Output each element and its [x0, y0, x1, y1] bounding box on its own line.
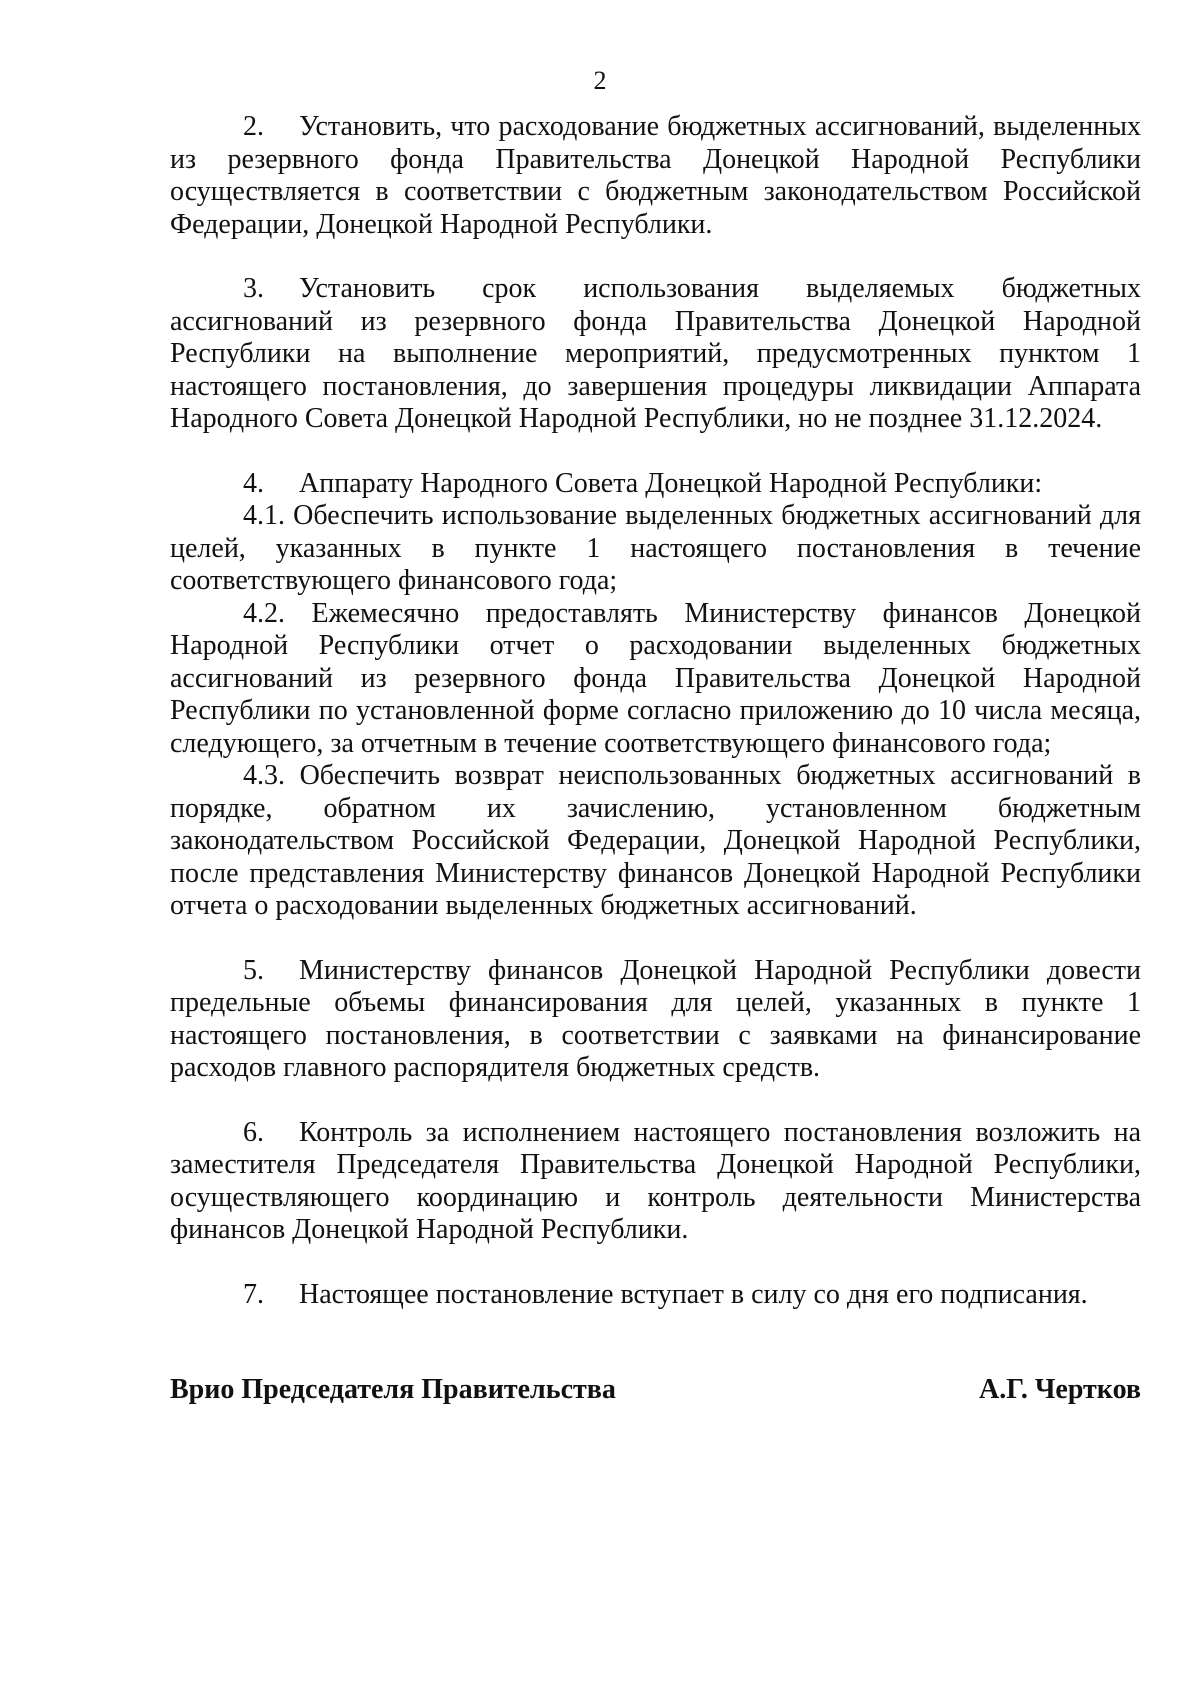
paragraph-number: 6. — [243, 1116, 264, 1148]
subparagraph-4-2: 4.2. Ежемесячно предоставлять Министерству финансов Донецкой Народной Республики отчет о расходовании выделенных бюджетных ассигнований из резервного фонда Правительства Донецкой Народной Республики по установленной форме согласно приложению до 10 числа месяца, следующего, за отчетным в течение соответствующего финансового года; — [170, 597, 1141, 759]
paragraph-number: 3. — [243, 273, 264, 304]
subparagraph-4-3: 4.3. Обеспечить возврат неиспользованных бюджетных ассигнований в порядке, обратном их зачислению, установленном бюджетным законодательством Российской Федерации, Донецкой Народной Республики, после представления Министерству финансов Донецкой Народной Республики отчета о расходовании выделенных бюджетных ассигнований. — [170, 760, 1141, 921]
paragraph-3 — [170, 273, 1141, 436]
paragraph-5 — [170, 955, 1141, 1085]
paragraph-text: Установить, что расходование бюджетных ассигнований, выделенных из резервного фонда Правительства Донецкой Народной Республики осуществляется в соответствии с бюджетным законодательством Российской Федерации, Донецкой Народной Республики. — [170, 111, 1141, 240]
paragraph-text: Аппарату Народного Совета Донецкой Народной Республики: — [299, 467, 1043, 499]
page-number: 2 — [593, 66, 607, 95]
paragraph-2 — [170, 111, 1141, 241]
paragraph-text: Министерству финансов Донецкой Народной Республики довести предельные объемы финансирования для целей, указанных в пункте 1 настоящего постановления, в соответствии с заявками на финансирование расходов главного распорядителя бюджетных средств. — [170, 954, 1141, 1083]
paragraph-6 — [170, 1117, 1141, 1247]
paragraph-number: 7. — [243, 1278, 264, 1310]
subparagraph-4-1: 4.1. Обеспечить использование выделенных бюджетных ассигнований для целей, указанных в пункте 1 настоящего постановления в течение соответствующего финансового года; — [170, 500, 1141, 596]
paragraph-text: Установить срок использования выделяемых бюджетных ассигнований из резервного фонда Правительства Донецкой Народной Республики на выполнение мероприятий, предусмотренных пунктом 1 настоящего постановления, до завершения процедуры ликвидации Аппарата Народного Совета Донецкой Народной Республики, но не позднее 31.12.2024. — [170, 273, 1141, 434]
paragraph-7 — [170, 1279, 1141, 1312]
document-body — [170, 111, 1141, 1311]
paragraph-number: 5. — [243, 954, 264, 986]
signature-block — [170, 1374, 1141, 1406]
paragraph-number: 2. — [243, 111, 264, 142]
paragraph-number: 4. — [243, 467, 264, 499]
paragraph-4 — [170, 468, 1141, 501]
signatory-position: Врио Председателя Правительства — [170, 1374, 616, 1405]
signatory-name: А.Г. Чертков — [979, 1374, 1141, 1405]
paragraph-text: Настоящее постановление вступает в силу со дня его подписания. — [299, 1278, 1088, 1310]
paragraph-text: Контроль за исполнением настоящего постановления возложить на заместителя Председателя Правительства Донецкой Народной Республики, осуществляющего координацию и контроль деятельности Министерства финансов Донецкой Народной Республики. — [170, 1116, 1141, 1245]
